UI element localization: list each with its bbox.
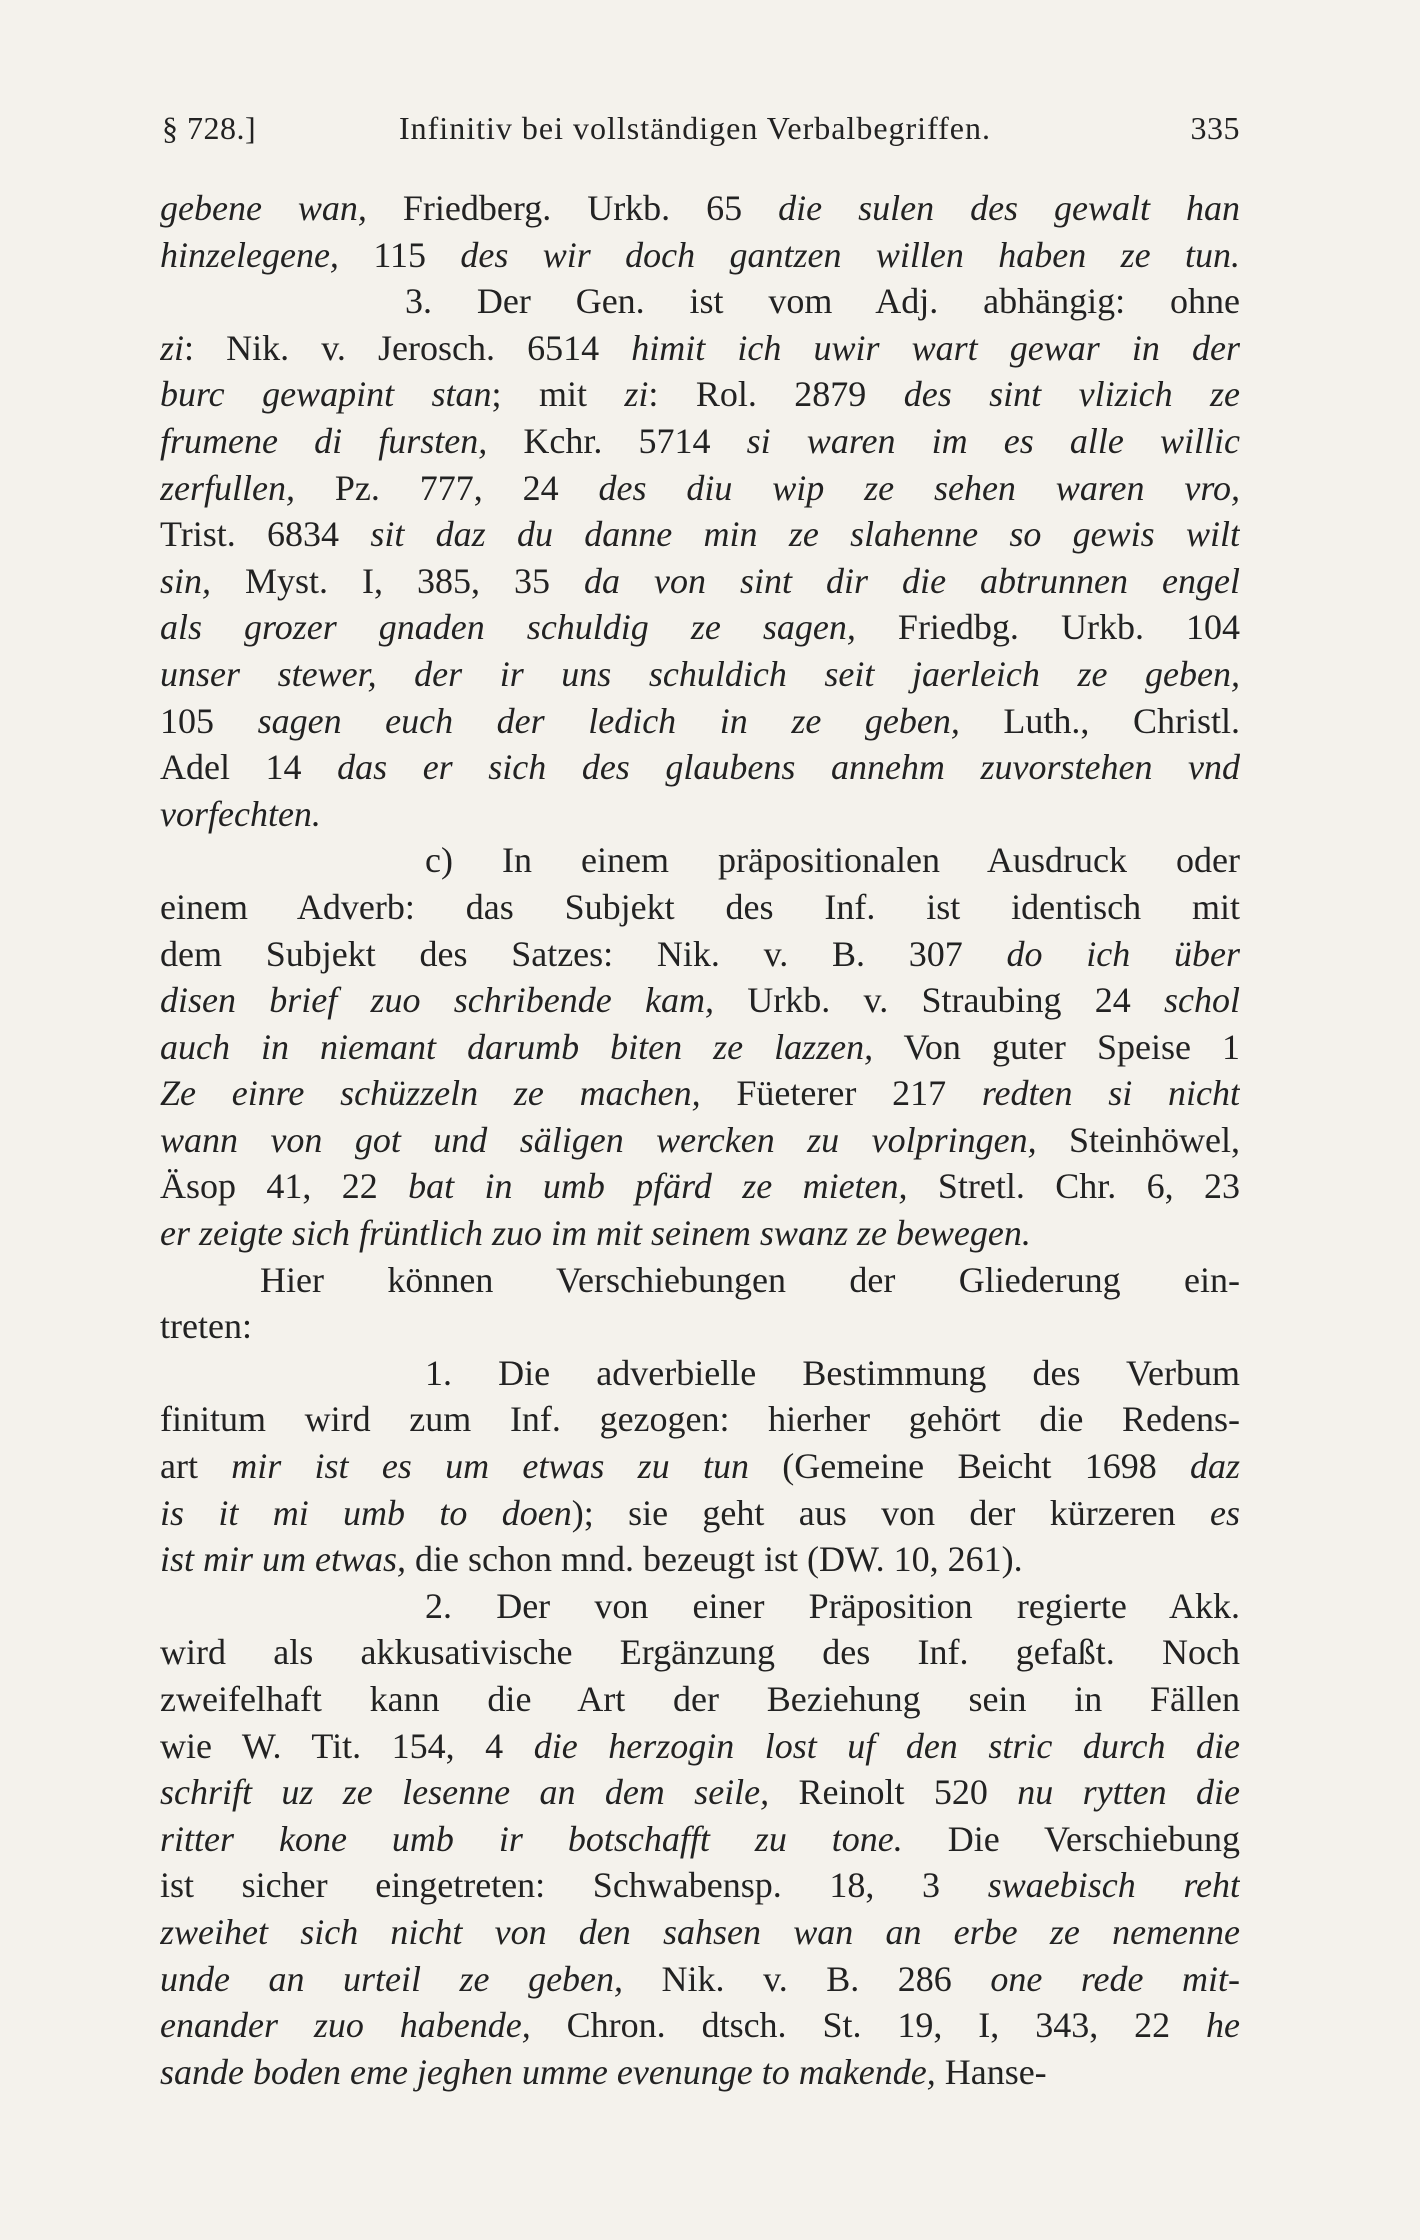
italic-quote: swaebisch reht <box>987 1865 1240 1906</box>
italic-quote: bat in umb pfärd ze mieten, <box>408 1166 908 1207</box>
text-line <box>160 2002 1240 2049</box>
italic-quote: des sint vlizich ze <box>903 374 1240 415</box>
italic-quote: nu rytten die <box>1017 1772 1240 1813</box>
text-line <box>160 1629 1240 1676</box>
italic-quote: mir ist es um etwas zu tun <box>231 1446 749 1487</box>
italic-quote: die sulen des gewalt han <box>778 188 1240 228</box>
text-run: art <box>160 1446 232 1487</box>
text-line <box>160 371 1240 418</box>
text-line <box>160 604 1240 651</box>
text-line <box>160 1350 1240 1397</box>
text-line <box>160 511 1240 558</box>
italic-quote: burc gewapint stan <box>160 374 492 415</box>
text-run: Adel 14 <box>160 747 338 788</box>
italic-quote: redten si nicht <box>981 1073 1240 1114</box>
section-number: § 728.] <box>162 110 257 146</box>
text-line <box>160 1536 1240 1583</box>
text-run: 105 <box>160 700 258 741</box>
text-line <box>160 1070 1240 1117</box>
text-run: Kchr. 5714 <box>487 420 747 461</box>
italic-quote: zi <box>624 374 649 415</box>
italic-quote: sin, <box>160 560 212 601</box>
text-run: Hanse- <box>935 2051 1047 2092</box>
italic-quote: schol <box>1164 980 1240 1021</box>
italic-quote: frumene di fursten, <box>160 420 488 461</box>
italic-quote: schrift uz ze lesenne an dem seile, <box>160 1772 770 1813</box>
text-run: ); sie geht aus von der kürzeren <box>571 1492 1210 1533</box>
running-header <box>150 110 1240 160</box>
text-line <box>160 1443 1240 1490</box>
text-run: (Gemeine Beicht 1698 <box>748 1446 1190 1487</box>
text-run: Friedberg. Urkb. 65 <box>366 188 779 228</box>
text-run: dem Subjekt des Satzes: Nik. v. B. 307 <box>160 933 1007 974</box>
text-line <box>160 1909 1240 1956</box>
text-run: Friedbg. Urkb. 104 <box>855 607 1240 648</box>
running-title: Infinitiv bei vollständigen Verbalbegriffen. <box>398 110 991 146</box>
italic-quote: is it mi umb to doen <box>160 1492 572 1533</box>
italic-quote: das er sich des glaubens annehm zuvorstehen vnd <box>337 747 1240 788</box>
text-run: treten: <box>160 1306 252 1347</box>
italic-quote: disen brief zuo schribende kam, <box>160 980 715 1021</box>
italic-quote: do ich über <box>1006 933 1240 974</box>
text-line <box>160 1396 1240 1443</box>
italic-quote: es <box>1210 1492 1240 1533</box>
text-line <box>160 1117 1240 1164</box>
text-run: ; mit <box>491 374 625 415</box>
text-line <box>160 1303 1240 1350</box>
text-run: wird als akkusativische Ergänzung des Inf. gefaßt. Noch <box>160 1632 1240 1673</box>
text-line <box>160 837 1240 884</box>
text-run: : Rol. 2879 <box>648 374 904 415</box>
text-line <box>160 325 1240 372</box>
text-run: Hier können Verschiebungen der Gliederung ein- <box>260 1259 1240 1300</box>
text-run: einem Adverb: das Subjekt des Inf. ist identisch mit <box>160 886 1240 927</box>
text-line <box>160 791 1240 838</box>
text-line <box>160 2049 1240 2096</box>
text-run: Füeterer 217 <box>700 1073 982 1114</box>
text-line <box>160 698 1240 745</box>
text-run: c) In einem präpositionalen Ausdruck oder <box>425 840 1240 881</box>
text-run: Myst. I, 385, 35 <box>211 560 585 601</box>
italic-quote: des wir doch gantzen willen haben ze tun. <box>460 234 1240 275</box>
italic-quote: vorfechten. <box>160 793 321 834</box>
text-line <box>160 1490 1240 1537</box>
text-run: die schon mnd. bezeugt ist (DW. 10, 261). <box>406 1539 1023 1580</box>
text-line <box>160 744 1240 791</box>
text-run: Steinhöwel, <box>1036 1119 1240 1160</box>
text-run: ist sicher eingetreten: Schwabensp. 18, 3 <box>160 1865 988 1906</box>
text-run: Nik. v. B. 286 <box>623 1958 991 1999</box>
italic-quote: als grozer gnaden schuldig ze sagen, <box>160 607 856 648</box>
body-text <box>160 185 1240 2095</box>
italic-quote: Ze einre schüzzeln ze machen, <box>160 1073 701 1114</box>
italic-quote: des diu wip ze sehen waren vro, <box>598 467 1240 508</box>
text-run: Die Verschiebung <box>902 1818 1240 1859</box>
text-line <box>160 558 1240 605</box>
italic-quote: hinzelegene, <box>160 234 339 275</box>
text-line <box>160 1723 1240 1770</box>
text-line <box>160 1163 1240 1210</box>
italic-quote: si waren im es alle willic <box>746 420 1240 461</box>
text-line <box>160 1210 1240 1257</box>
text-line <box>160 185 1240 232</box>
italic-quote: wann von got und säligen wercken zu volpringen, <box>160 1119 1037 1160</box>
italic-quote: unde an urteil ze geben, <box>160 1958 624 1999</box>
text-line <box>160 651 1240 698</box>
text-run: wie W. Tit. 154, 4 <box>160 1725 534 1766</box>
italic-quote: zweihet sich nicht von den sahsen wan an erbe ze nemenne <box>160 1911 1240 1952</box>
text-line <box>160 1816 1240 1863</box>
italic-quote: unser stewer, der ir uns schuldich seit jaerleich ze geben, <box>160 653 1240 694</box>
italic-quote: sit daz du danne min ze slahenne so gewis wilt <box>370 514 1240 555</box>
text-line <box>160 1583 1240 1630</box>
italic-quote: one rede mit- <box>990 1958 1240 1999</box>
text-line <box>160 1862 1240 1909</box>
text-run: zweifelhaft kann die Art der Beziehung sein in Fällen <box>160 1679 1240 1719</box>
text-line <box>160 278 1240 325</box>
text-run: Luth., Christl. <box>959 700 1240 741</box>
text-line <box>160 931 1240 978</box>
italic-quote: himit ich uwir wart gewar in der <box>631 327 1240 368</box>
page-number: 335 <box>1190 110 1240 146</box>
text-line <box>160 1024 1240 1071</box>
text-run: 1. Die adverbielle Bestimmung des Verbum <box>425 1352 1240 1393</box>
text-run: 2. Der von einer Präposition regierte Akk. <box>425 1585 1240 1626</box>
text-line <box>160 232 1240 279</box>
text-run: Von guter Speise 1 <box>873 1026 1240 1067</box>
italic-quote: sagen euch der ledich in ze geben, <box>257 700 960 741</box>
italic-quote: zi <box>160 327 185 368</box>
italic-quote: da von sint dir die abtrunnen engel <box>584 560 1240 601</box>
italic-quote: die herzogin lost uf den stric durch die <box>533 1725 1240 1766</box>
text-run: Reinolt 520 <box>769 1772 1018 1813</box>
text-run: Trist. 6834 <box>160 514 371 555</box>
text-run: 115 <box>338 234 461 275</box>
text-line <box>160 418 1240 465</box>
text-run: Pz. 777, 24 <box>294 467 599 508</box>
text-line <box>160 1769 1240 1816</box>
italic-quote: enander zuo habende, <box>160 2005 531 2046</box>
text-run: Äsop 41, 22 <box>160 1166 409 1207</box>
italic-quote: auch in niemant darumb biten ze lazzen, <box>160 1026 874 1067</box>
italic-quote: daz <box>1189 1446 1240 1487</box>
italic-quote: sande boden eme jeghen umme evenunge to makende, <box>160 2051 936 2092</box>
text-run: finitum wird zum Inf. gezogen: hierher gehört die Redens- <box>160 1399 1240 1440</box>
text-run: 3. Der Gen. ist vom Adj. abhängig: ohne <box>405 281 1240 322</box>
text-run: Chron. dtsch. St. 19, I, 343, 22 <box>530 2005 1207 2046</box>
italic-quote: he <box>1206 2005 1240 2046</box>
text-line <box>160 977 1240 1024</box>
text-line <box>160 1257 1240 1304</box>
text-run: : Nik. v. Jerosch. 6514 <box>184 327 632 368</box>
text-line <box>160 465 1240 512</box>
italic-quote: ritter kone umb ir botschafft zu tone. <box>160 1818 903 1859</box>
text-line <box>160 1676 1240 1723</box>
text-line <box>160 1956 1240 2003</box>
italic-quote: zerfullen, <box>160 467 295 508</box>
text-run: Urkb. v. Straubing 24 <box>714 980 1165 1021</box>
text-line <box>160 884 1240 931</box>
italic-quote: gebene wan, <box>160 188 367 228</box>
italic-quote: ist mir um etwas, <box>160 1539 407 1580</box>
italic-quote: er zeigte sich früntlich zuo im mit seinem swanz ze bewegen. <box>160 1213 1031 1254</box>
text-run: Stretl. Chr. 6, 23 <box>907 1166 1240 1207</box>
